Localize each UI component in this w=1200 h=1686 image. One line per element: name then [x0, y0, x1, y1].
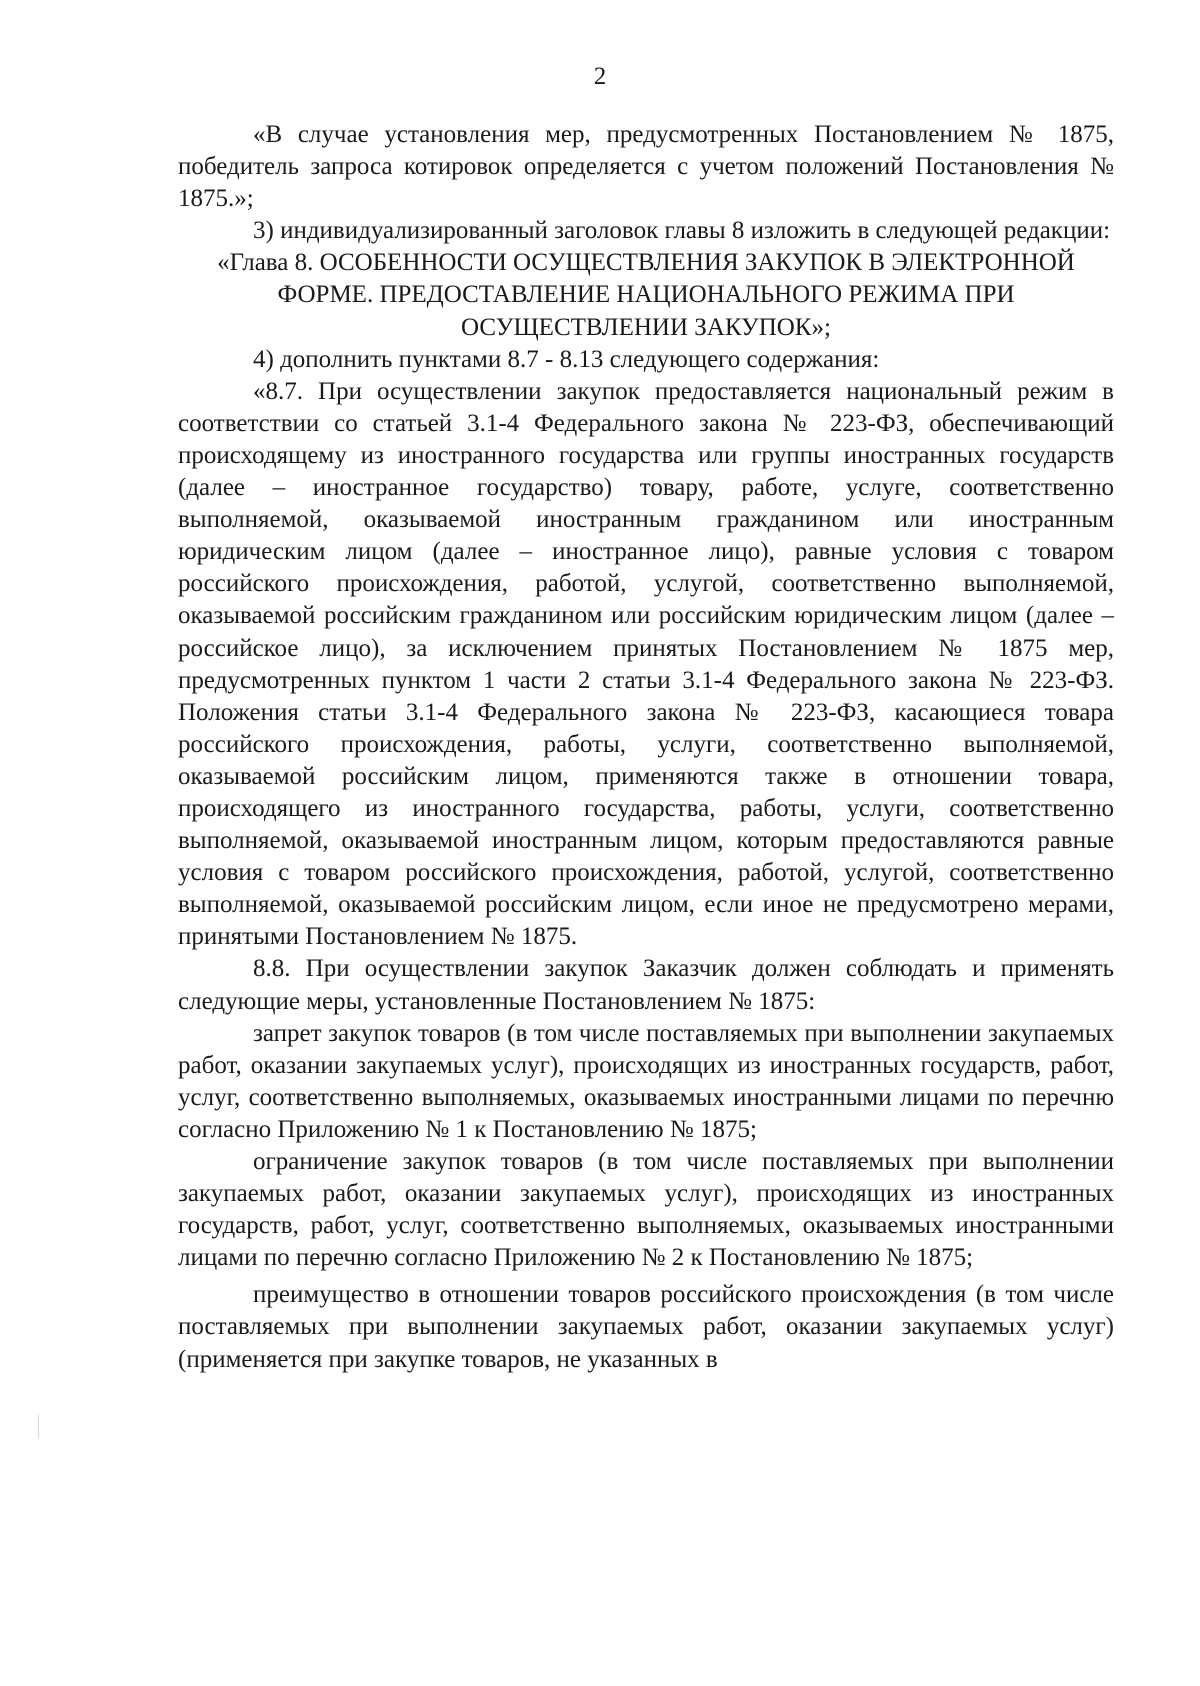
paragraph-quote-ending: «В случае установления мер, предусмотренных Постановлением № 1875, победитель запроса котировок определяется с учетом положений Постановления № 1875.»;	[178, 121, 1114, 213]
paragraph-advantage: преимущество в отношении товаров российского происхождения (в том числе поставляемых при выполнении закупаемых работ, оказании закупаемых услуг) (применяется при закупке товаров, не указанных в	[178, 1281, 1114, 1373]
page-number: 2	[593, 63, 607, 90]
paragraph-8-7: «8.7. При осуществлении закупок предоставляется национальный режим в соответствии со статьей 3.1-4 Федерального закона № 223-ФЗ, обеспечивающий происходящему из иностранного государства или группы иностранных государств (далее – иностранное государство) товару, работе, услуге, соответственно выполняемой, оказываемой иностранным гражданином или иностранным юридическим лицом (далее – иностранное лицо), равные условия с товаром российского происхождения, работой, услугой, соответственно выполняемой, оказываемой российским гражданином или российским юридическим лицом (далее – российское лицо), за исключением принятых Постановлением № 1875 мер, предусмотренных пунктом 1 части 2 статьи 3.1-4 Федерального закона № 223-ФЗ. Положения статьи 3.1-4 Федерального закона № 223-ФЗ, касающиеся товара российского происхождения, работы, услуги, соответственно выполняемой, оказываемой российским лицом, применяются также в отношении товара, происходящего из иностранного государства, работы, услуги, соответственно выполняемой, оказываемой иностранным лицом, которым предоставляются равные условия с товаром российского происхождения, работой, услугой, соответственно выполняемой, оказываемой российским лицом, если иное не предусмотрено мерами, принятыми Постановлением № 1875.	[178, 377, 1114, 951]
paragraph-8-8: 8.8. При осуществлении закупок Заказчик должен соблюдать и применять следующие меры, установленные Постановлением № 1875:	[178, 955, 1114, 1015]
paragraph-ban: запрет закупок товаров (в том числе поставляемых при выполнении закупаемых работ, оказании закупаемых услуг), происходящих из иностранных государств, работ, услуг, соответственно выполняемых, оказываемых иностранными лицами по перечню согласно Приложению № 1 к Постановлению № 1875;	[178, 1019, 1114, 1143]
scan-artifact	[38, 1415, 39, 1439]
paragraph-item-3: 3) индивидуализированный заголовок главы 8 изложить в следующей редакции:	[253, 217, 1111, 245]
paragraph-item-4: 4) дополнить пунктами 8.7 - 8.13 следующего содержания:	[253, 345, 880, 373]
chapter-heading: «Глава 8. ОСОБЕННОСТИ ОСУЩЕСТВЛЕНИЯ ЗАКУПОК В ЭЛЕКТРОННОЙ ФОРМЕ. ПРЕДОСТАВЛЕНИЕ НАЦИОНАЛЬНОГО РЕЖИМА ПРИ ОСУЩЕСТВЛЕНИИ ЗАКУПОК»;	[217, 249, 1075, 341]
document-body	[178, 119, 1114, 1376]
paragraph-restriction: ограничение закупок товаров (в том числе поставляемых при выполнении закупаемых работ, оказании закупаемых услуг), происходящих из иностранных государств, работ, услуг, соответственно выполняемых, оказываемых иностранными лицами по перечню согласно Приложению № 2 к Постановлению № 1875;	[178, 1148, 1114, 1272]
